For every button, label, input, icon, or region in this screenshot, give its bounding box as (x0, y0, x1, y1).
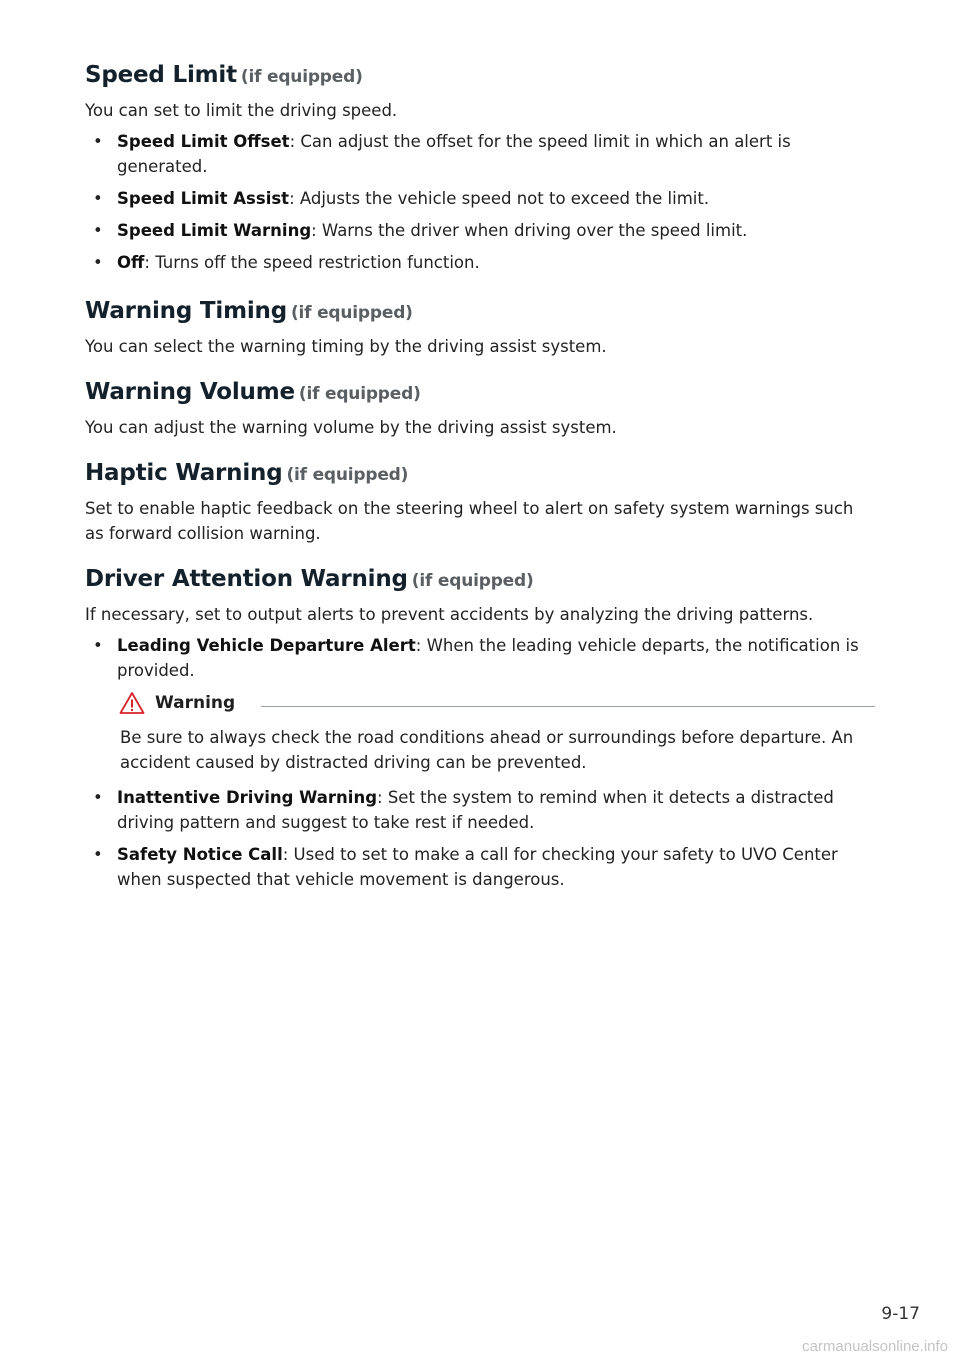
section-heading (85, 375, 875, 411)
section-speed-limit (85, 58, 875, 275)
section-driver-attention-warning (85, 562, 875, 892)
heading-title: Warning Volume (85, 379, 295, 405)
section-heading (85, 294, 875, 330)
bullet-dot: • (93, 636, 103, 655)
bullet-term: Inattentive Driving Warning (117, 788, 378, 807)
section-heading (85, 562, 875, 598)
bullet-text: : Can adjust the offset for the speed limit in which an alert is generated. (117, 132, 791, 176)
bullet-list (85, 633, 875, 683)
warning-header (119, 690, 875, 716)
bullet-dot: • (93, 221, 103, 240)
bullet-text: : Turns off the speed restriction function. (144, 253, 480, 272)
section-heading (85, 58, 875, 94)
heading-qualifier: (if equipped) (298, 384, 421, 404)
bullet-term: Speed Limit Warning (117, 221, 312, 240)
section-haptic-warning (85, 456, 875, 546)
bullet-dot: • (93, 788, 103, 807)
bullet-dot: • (93, 189, 103, 208)
section-description: You can adjust the warning volume by the driving assist system. (85, 418, 617, 437)
page-number: 9-17 (881, 1304, 920, 1324)
bullet-text: : Used to set to make a call for checking your safety to UVO Center when suspected that vehicle movement is dangerous. (117, 845, 838, 889)
bullet-term: Speed Limit Assist (117, 189, 290, 208)
list-item (85, 785, 875, 835)
list-item (85, 129, 875, 179)
heading-qualifier: (if equipped) (240, 67, 363, 87)
bullet-dot: • (93, 132, 103, 151)
section-warning-volume (85, 375, 875, 440)
heading-title: Driver Attention Warning (85, 566, 408, 592)
bullet-list (85, 129, 875, 275)
bullet-text: : Adjusts the vehicle speed not to exceed the limit. (289, 189, 710, 208)
bullet-term: Leading Vehicle Departure Alert (117, 636, 416, 655)
heading-title: Speed Limit (85, 62, 237, 88)
warning-triangle-icon (119, 691, 145, 715)
heading-title: Haptic Warning (85, 460, 283, 486)
bullet-term: Speed Limit Offset (117, 132, 290, 151)
warning-divider (261, 706, 875, 707)
section-description: Set to enable haptic feedback on the steering wheel to alert on safety system warnings such as forward collision warning. (85, 499, 854, 543)
heading-qualifier: (if equipped) (411, 571, 534, 591)
manual-page (85, 58, 875, 899)
warning-callout (119, 690, 875, 775)
warning-title: Warning (155, 693, 236, 713)
heading-title: Warning Timing (85, 298, 287, 324)
bullet-dot: • (93, 253, 103, 272)
heading-qualifier: (if equipped) (290, 303, 413, 323)
bullet-list (85, 785, 875, 892)
section-description: You can set to limit the driving speed. (85, 101, 398, 120)
watermark: carmanualsonline.info (802, 1338, 948, 1355)
warning-text: Be sure to always check the road conditions ahead or surroundings before departure. An accident caused by distracted driving can be prevented. (120, 728, 854, 772)
bullet-term: Off (117, 253, 145, 272)
list-item (85, 842, 875, 892)
list-item (85, 186, 875, 211)
section-description: You can select the warning timing by the driving assist system. (85, 337, 607, 356)
bullet-term: Safety Notice Call (117, 845, 283, 864)
list-item (85, 250, 875, 275)
bullet-dot: • (93, 845, 103, 864)
section-warning-timing (85, 294, 875, 359)
list-item (85, 218, 875, 243)
bullet-text: : When the leading vehicle departs, the notification is provided. (117, 636, 859, 680)
section-heading (85, 456, 875, 492)
bullet-text: : Warns the driver when driving over the speed limit. (311, 221, 748, 240)
list-item (85, 633, 875, 683)
bullet-text: : Set the system to remind when it detects a distracted driving pattern and suggest to take rest if needed. (117, 788, 834, 832)
heading-qualifier: (if equipped) (286, 465, 409, 485)
section-description: If necessary, set to output alerts to prevent accidents by analyzing the driving patterns. (85, 605, 814, 624)
